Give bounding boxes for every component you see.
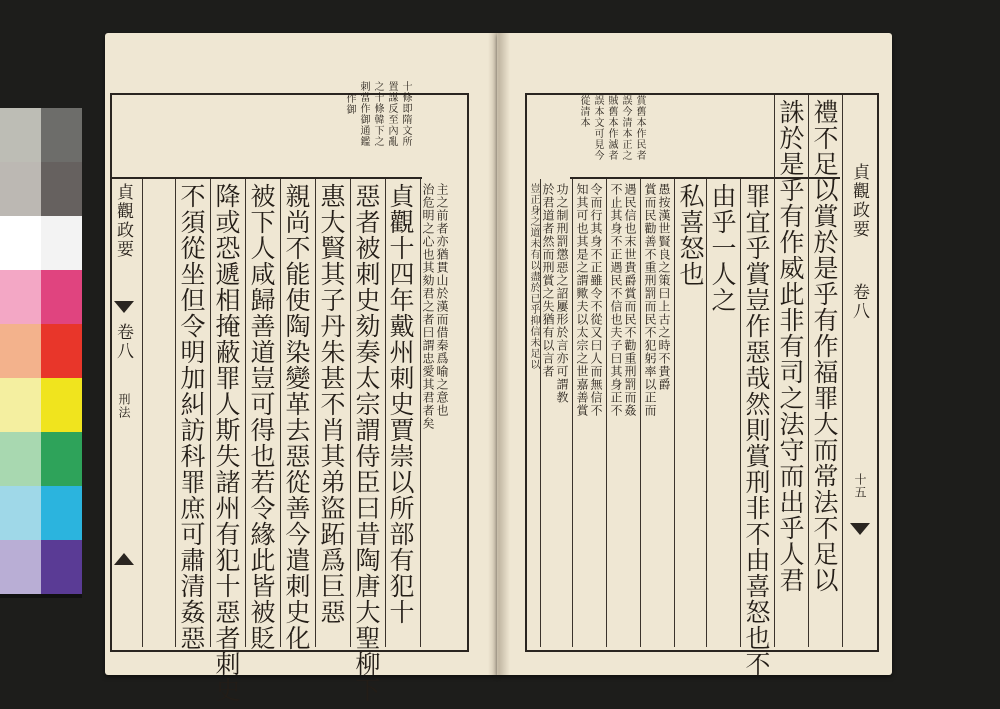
header-note: 從清本 — [578, 95, 589, 128]
swatch — [41, 216, 82, 270]
header-note: 誤本文可見今 — [592, 95, 603, 161]
swatch — [41, 378, 82, 432]
side-note: 治危明之心也其劾君之者曰謂忠愛其君者矣 — [421, 183, 435, 430]
volume-label: 卷八 — [849, 283, 869, 321]
commentary-column: 不止其身不正遇民不信也夫子曰其身正不 — [609, 183, 623, 417]
swatch — [41, 324, 82, 378]
swatch — [0, 378, 41, 432]
column-rule — [142, 179, 143, 647]
column-rule — [280, 179, 281, 647]
commentary-column: 遇民信也末世貴爵賞而民不勸重刑罰而姦 — [623, 183, 637, 417]
swatch — [0, 162, 41, 216]
swatch — [0, 540, 41, 594]
side-note: 主之前者亦猶貫山於漢而借秦爲喻之意也 — [435, 183, 449, 417]
column-rule — [315, 179, 316, 647]
column-rule — [808, 95, 809, 647]
column-rule — [540, 179, 541, 647]
column-rule — [640, 179, 641, 647]
fishtail-mark — [850, 523, 870, 535]
header-note: 賊舊本作滅者 — [606, 95, 617, 161]
color-calibration-card — [0, 108, 82, 598]
text-column: 惠大賢其子丹朱甚不肖其弟盜跖爲巨惡 — [317, 183, 346, 625]
fishtail-mark — [114, 553, 134, 565]
swatch — [41, 270, 82, 324]
text-column: 貞觀十四年戴州刺史賈崇以所部有犯十 — [386, 183, 415, 625]
text-column: 親尚不能使陶染變革去惡從善今遣刺史化 — [282, 183, 311, 651]
text-column: 不須從坐但令明加糾訪科罪庶可肅清姦惡 — [177, 183, 206, 651]
column-rule — [842, 95, 843, 647]
commentary-column: 令而行其身不正雖令不從又曰人而無信不 — [589, 183, 603, 417]
swatch — [41, 108, 82, 162]
chapter-label: 刑法 — [117, 393, 131, 419]
text-column: 私喜怒也 — [676, 183, 705, 287]
open-book — [100, 33, 900, 703]
column-rule — [210, 179, 211, 647]
swatch — [0, 432, 41, 486]
column-rule — [740, 179, 741, 647]
column-rule — [706, 179, 707, 647]
text-column: 降或恐遞相掩蔽罪人斯失諸州有犯十惡者刺史 — [212, 183, 241, 703]
running-title: 貞觀政要 — [113, 183, 133, 259]
fishtail-mark — [114, 301, 134, 313]
swatch — [41, 432, 82, 486]
swatch — [0, 324, 41, 378]
swatch — [0, 270, 41, 324]
commentary-column: 於君道者然而刑賞之失猶有以言者 — [541, 183, 555, 378]
column-rule — [385, 179, 386, 647]
text-column: 由乎一人之 — [708, 183, 737, 313]
column-rule — [674, 179, 675, 647]
header-note: 刺當作御通鑑 — [358, 81, 369, 147]
column-rule — [350, 179, 351, 647]
swatch — [41, 162, 82, 216]
swatch — [0, 216, 41, 270]
column-rule — [245, 179, 246, 647]
text-column: 禮不足以賞於是乎有作福罪大而常法不足以 — [810, 99, 839, 593]
column-rule — [572, 179, 573, 647]
column-rule — [175, 179, 176, 647]
column-rule — [420, 179, 421, 647]
header-note: 作御 — [344, 93, 355, 115]
folio-number: 十五 — [853, 473, 867, 499]
swatch — [41, 486, 82, 540]
commentary-column: 愚按漢世賢良之策曰上古之時不貴爵 — [657, 183, 671, 391]
running-title: 貞觀政要 — [849, 163, 869, 239]
column-rule — [774, 95, 775, 647]
commentary-column: 豈正身之道未有以盡於已乎抑信未足以 — [528, 183, 539, 370]
volume-label: 卷八 — [113, 323, 133, 361]
commentary-column: 賞而民勸善不重刑罰而民不犯躬率以正而 — [643, 183, 657, 417]
swatch — [41, 540, 82, 594]
swatch — [0, 486, 41, 540]
swatch — [0, 108, 41, 162]
commentary-column: 知其可也其是之謂歟夫以太宗之世嘉善賞 — [575, 183, 589, 417]
text-column: 被下人咸歸善道豈可得也若令緣此皆被貶 — [247, 183, 276, 651]
header-note: 置謀反至內亂 — [386, 81, 397, 147]
left-header-rule — [112, 177, 422, 179]
text-column: 罪宜乎賞豈作惡哉然則賞刑非不由喜怒也不 — [742, 183, 771, 677]
header-note: 賞舊本作民者 — [634, 95, 645, 161]
header-note: 之十條韓下之 — [372, 81, 383, 147]
text-column: 誅於是乎有作威此非有司之法守而出乎人君 — [776, 99, 805, 593]
header-note: 十條即隋文所 — [400, 81, 411, 147]
text-column: 惡者被刺史劾奏太宗謂侍臣曰昔陶唐大聖柳下 — [352, 183, 381, 703]
commentary-column: 功之制刑罰懲惡之詔屢形於言亦可謂教 — [555, 183, 569, 404]
book-gutter — [488, 33, 510, 675]
column-rule — [606, 179, 607, 647]
header-note: 誤今清本正之 — [620, 95, 631, 161]
